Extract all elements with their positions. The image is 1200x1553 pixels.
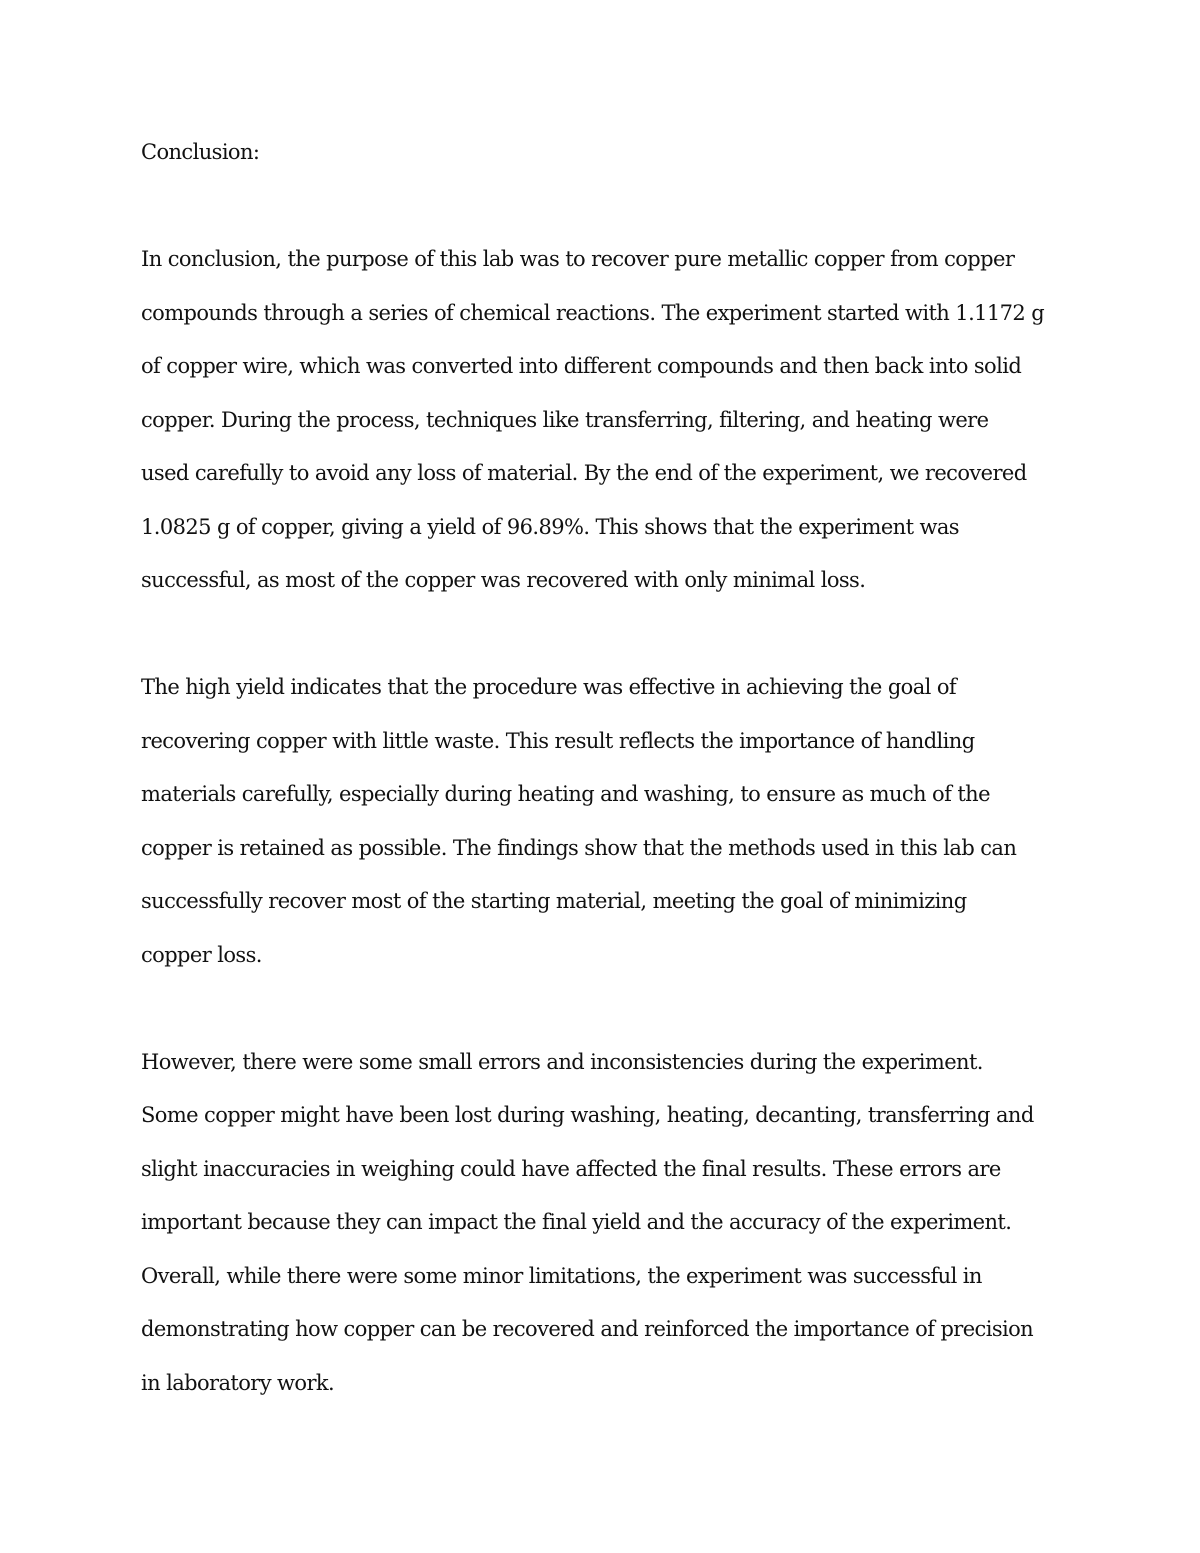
paragraph-3 — [141, 1036, 1061, 1411]
paragraph-spacer — [141, 982, 1061, 1036]
paragraph-line: slight inaccuracies in weighing could have affected the final results. These errors are — [141, 1156, 1001, 1181]
paragraph-line: recovering copper with little waste. This result reflects the importance of handling — [141, 728, 975, 753]
paragraph-spacer — [141, 180, 1061, 234]
paragraph-line: The high yield indicates that the procedure was effective in achieving the goal of — [141, 675, 957, 699]
document-body — [141, 126, 1061, 1410]
paragraph-line: materials carefully, especially during heating and washing, to ensure as much of the — [141, 782, 990, 806]
paragraph-line: successfully recover most of the starting material, meeting the goal of minimizing — [141, 889, 967, 913]
paragraph-line: copper loss. — [141, 942, 262, 967]
paragraph-line: used carefully to avoid any loss of material. By the end of the experiment, we recovered — [141, 461, 1027, 485]
paragraph-2 — [141, 661, 1061, 982]
paragraph-spacer — [141, 608, 1061, 662]
paragraph-line: of copper wire, which was converted into different compounds and then back into solid — [141, 354, 1022, 378]
paragraph-line: copper. During the process, techniques like transferring, filtering, and heating were — [141, 407, 989, 432]
paragraph-line: compounds through a series of chemical reactions. The experiment started with 1.1172 g — [141, 300, 1045, 325]
paragraph-line: successful, as most of the copper was recovered with only minimal loss. — [141, 568, 866, 592]
section-heading: Conclusion: — [141, 140, 260, 164]
paragraph-line: Overall, while there were some minor limitations, the experiment was successful in — [141, 1263, 982, 1288]
paragraph-line: important because they can impact the final yield and the accuracy of the experiment. — [141, 1210, 1012, 1234]
paragraph-1 — [141, 233, 1061, 608]
paragraph-line: in laboratory work. — [141, 1370, 335, 1395]
paragraph-line: However, there were some small errors and inconsistencies during the experiment. — [141, 1049, 983, 1074]
paragraph-line: In conclusion, the purpose of this lab was to recover pure metallic copper from copper — [141, 247, 1015, 271]
paragraph-line: 1.0825 g of copper, giving a yield of 96.89%. This shows that the experiment was — [141, 514, 959, 539]
paragraph-line: Some copper might have been lost during washing, heating, decanting, transferring and — [141, 1103, 1034, 1127]
paragraph-line: demonstrating how copper can be recovered and reinforced the importance of precision — [141, 1317, 1034, 1341]
paragraph-line: copper is retained as possible. The findings show that the methods used in this lab can — [141, 835, 1017, 860]
